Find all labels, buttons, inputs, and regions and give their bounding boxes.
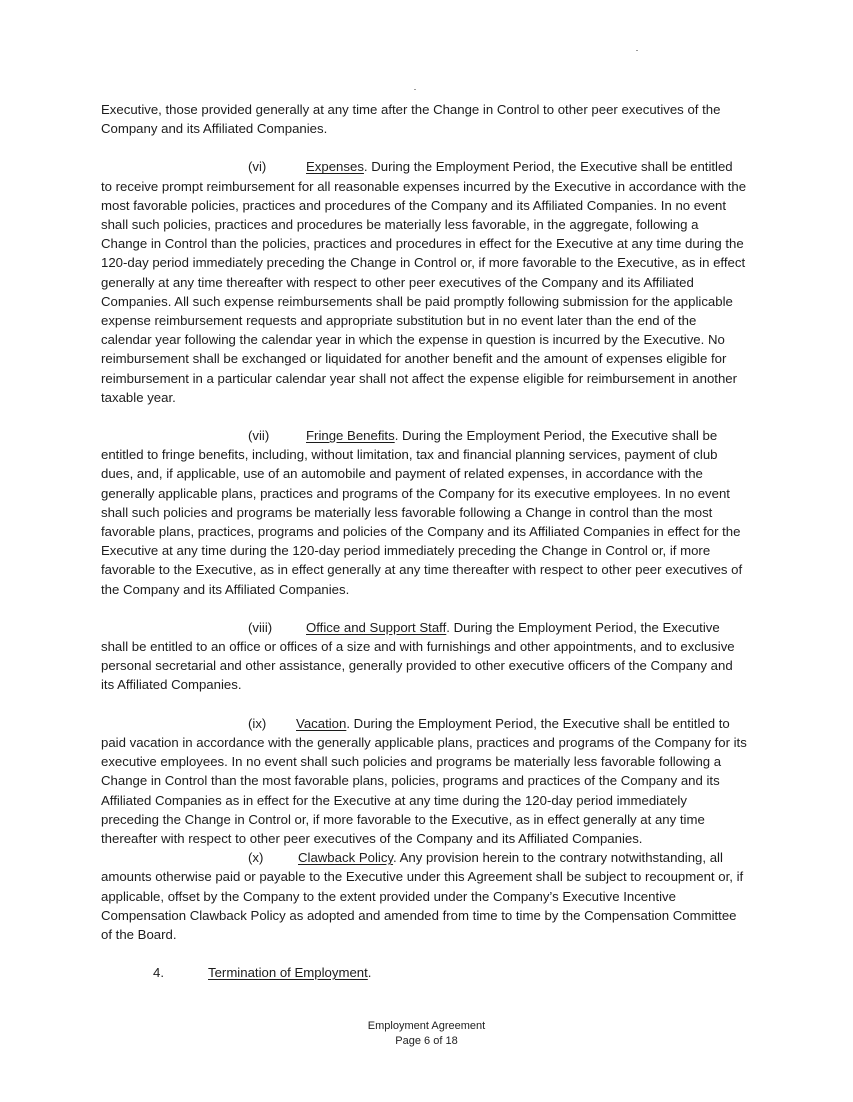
footer-page-number: Page 6 of 18 <box>395 1035 458 1047</box>
paragraph-number: (viii) <box>248 619 273 635</box>
paragraph-number: (vi) <box>248 159 267 175</box>
section-title: Termination of Employment <box>208 965 368 981</box>
paragraph-fringe-benefits <box>101 426 747 599</box>
paragraph-clawback-policy <box>101 848 747 944</box>
paragraph-vacation <box>101 714 747 848</box>
paragraph-number: (ix) <box>248 715 267 731</box>
paragraph-number: (x) <box>248 850 264 866</box>
section-heading <box>101 963 747 982</box>
paragraph-heading: Clawback Policy <box>298 850 394 866</box>
section-number: 4. <box>153 965 164 981</box>
section-suffix: . <box>367 965 372 981</box>
paragraph-body: . Any provision herein to the contrary notwithstanding, all amounts otherwise paid or payable to the Executive under this Agreement shall be subject to recoupment or, if applicable, offset by the Company to the extent provided under the Company’s Executive Incentive Compensation Clawback Policy as adopted and amended from time to time by the Compensation Committee of the Board. <box>101 850 744 942</box>
scan-speck <box>636 50 638 51</box>
paragraph-office-support-staff <box>101 618 747 695</box>
paragraph-number: (vii) <box>248 428 270 444</box>
page-footer <box>0 1019 853 1049</box>
footer-title: Employment Agreement <box>367 1020 486 1032</box>
paragraph-body: . During the Employment Period, the Executive shall be entitled to paid vacation in accordance with the generally applicable plans, practices and programs of the Company for its executive employees. In no event shall such policies and programs be materially less favorable following a Change in Control than the most favorable plans, policies, programs and practices of the Company and its Affiliated Companies as in effect for the Executive at any time during the 120-day period immediately preceding the Change in Control or, if more favorable to the Executive, as in effect generally at any time thereafter with respect to other peer executives of the Company and its Affiliated Companies. <box>101 715 747 846</box>
paragraph-body: . During the Employment Period, the Executive shall be entitled to receive prompt reimbursement for all reasonable expenses incurred by the Executive in accordance with the most favorable policies, practices and procedures of the Company and its Affiliated Companies. In no event shall such policies, practices and procedures be materially less favorable, in the aggregate, following a Change in Control than the policies, practices and procedures in effect for the Executive at any time during the 120-day period immediately preceding the Change in Control or, if more favorable to the Executive, as in effect generally at any time thereafter with respect to other peer executives of the Company and its Affiliated Companies. All such expense reimbursements shall be paid promptly following submission for the applicable expense reimbursement requests and appropriate substitution but in no event later than the end of the calendar year following the calendar year in which the expense in question is incurred by the Executive. No reimbursement shall be exchanged or liquidated for another benefit and the amount of expenses eligible for reimbursement in a particular calendar year shall not affect the expense eligible for reimbursement in another taxable year. <box>101 159 747 405</box>
document-body <box>101 100 747 982</box>
paragraph-heading: Expenses <box>306 159 364 175</box>
paragraph-expenses <box>101 157 747 407</box>
paragraph-body: . During the Employment Period, the Executive shall be entitled to fringe benefits, including, without limitation, tax and financial planning services, payment of club dues, and, if applicable, use of an automobile and payment of related expenses, in accordance with the generally applicable plans, practices and programs of the Company for its executive employees. In no event shall such policies and programs be materially less favorable following a Change in control than the most favorable plans, practices, programs and policies of the Company and its Affiliated Companies in effect for the Executive at any time during the 120-day period immediately preceding the Change in Control or, if more favorable to the Executive, as in effect generally at any time thereafter with respect to other peer executives of the Company and its Affiliated Companies. <box>101 428 743 597</box>
scan-speck <box>414 89 416 90</box>
paragraph-heading: Office and Support Staff <box>306 619 447 635</box>
paragraph-heading: Fringe Benefits <box>306 428 395 444</box>
intro-paragraph: Executive, those provided generally at any time after the Change in Control to other peer executives of the Company and its Affiliated Companies. <box>101 102 721 137</box>
paragraph-body: . During the Employment Period, the Executive shall be entitled to an office or offices of a size and with furnishings and other appointments, and to exclusive personal secretarial and other assistance, generally provided to other executive officers of the Company and its Affiliated Companies. <box>101 619 735 693</box>
paragraph-heading: Vacation <box>296 715 347 731</box>
